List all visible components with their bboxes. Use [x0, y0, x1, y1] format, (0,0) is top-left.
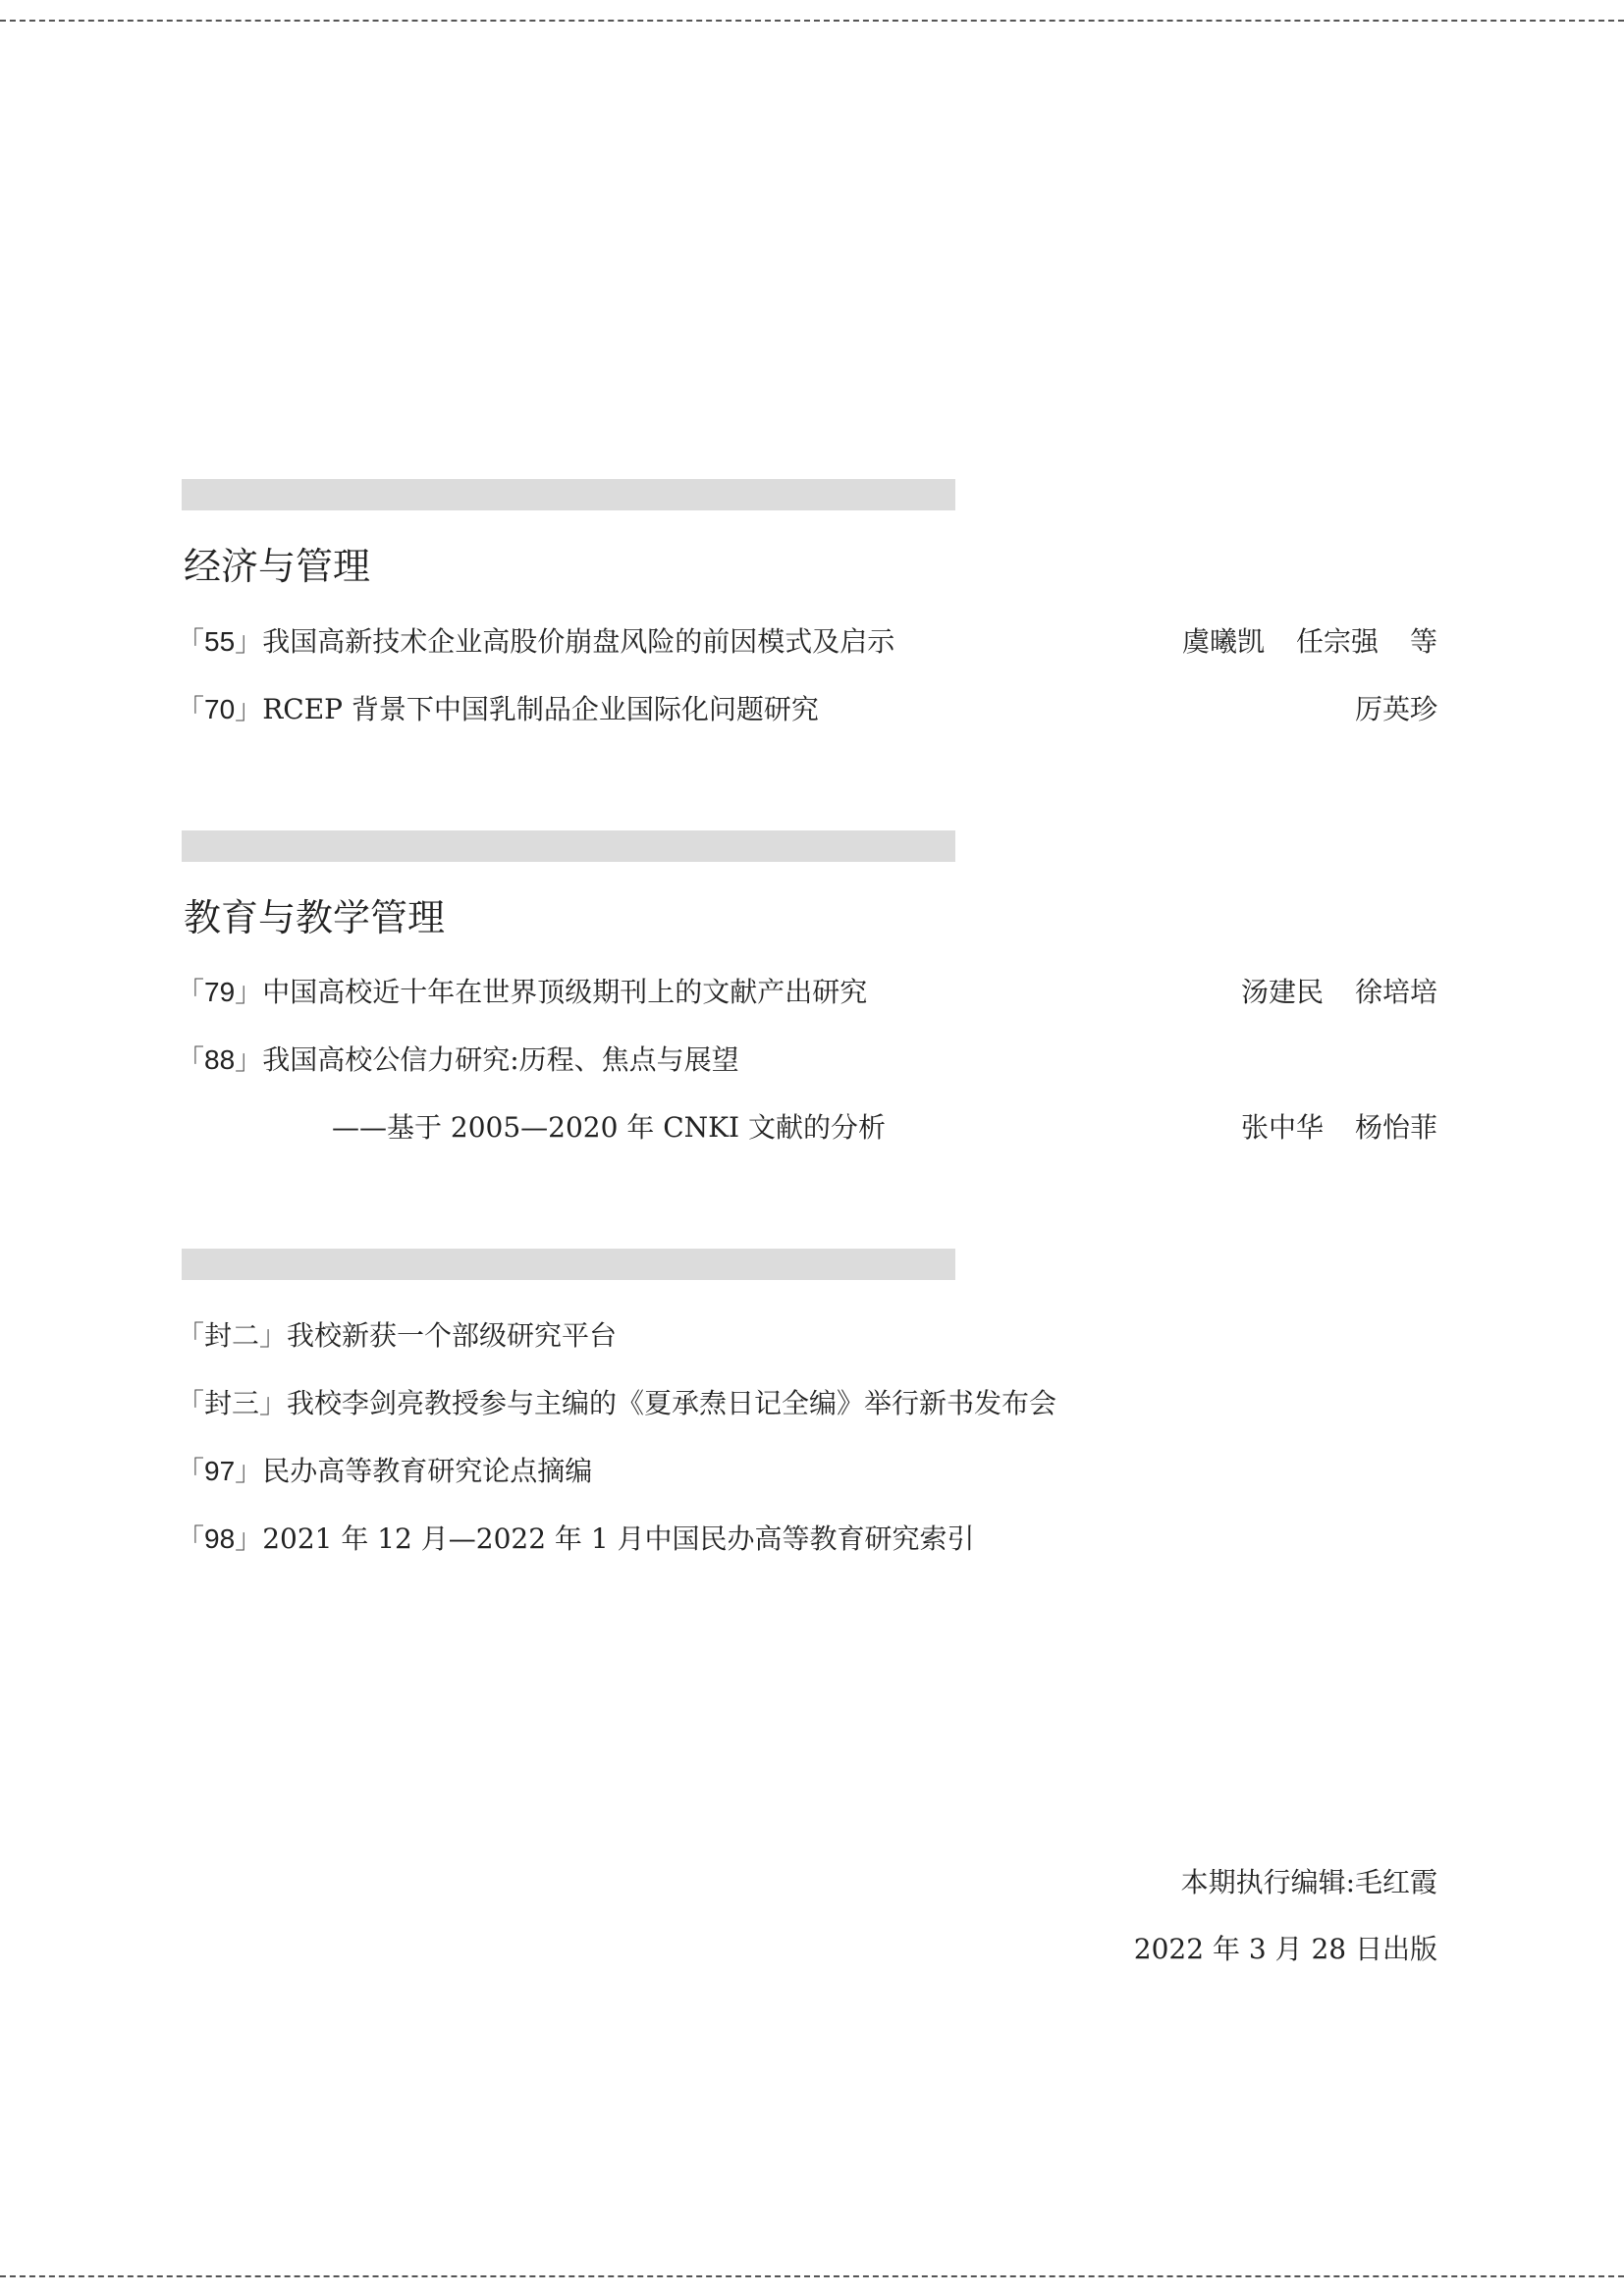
page-number: 70	[204, 694, 236, 724]
toc-entry[interactable]: 「55」我国高新技术企业高股价崩盘风险的前因模式及启示	[177, 625, 895, 658]
page-number: 79	[204, 977, 236, 1007]
section-bar	[182, 1249, 955, 1280]
bottom-dashed-border	[0, 2275, 1624, 2277]
entry-title: RCEP 背景下中国乳制品企业国际化问题研究	[262, 693, 819, 725]
author: 徐培培	[1354, 976, 1437, 1008]
toc-entry[interactable]: 「70」RCEP 背景下中国乳制品企业国际化问题研究	[177, 693, 819, 725]
entry-title: 我国高新技术企业高股价崩盘风险的前因模式及启示	[262, 625, 895, 658]
publication-date: 2022 年 3 月 28 日出版	[1133, 1933, 1437, 1965]
author: 等	[1409, 625, 1437, 658]
toc-entry[interactable]: 「封三」我校李剑亮教授参与主编的《夏承焘日记全编》举行新书发布会	[177, 1387, 1057, 1419]
page-number: 98	[204, 1523, 236, 1554]
toc-entry[interactable]: 「88」我国高校公信力研究:历程、焦点与展望	[177, 1043, 739, 1076]
top-dashed-border	[0, 20, 1624, 22]
entry-title: 民办高等教育研究论点摘编	[262, 1455, 593, 1487]
author: 汤建民	[1240, 976, 1324, 1008]
page-number: 封二	[204, 1319, 260, 1352]
toc-entry[interactable]: 「封二」我校新获一个部级研究平台	[177, 1319, 618, 1352]
entry-authors	[1355, 692, 1437, 727]
entry-title: 中国高校近十年在世界顶级期刊上的文献产出研究	[262, 976, 868, 1008]
toc-entry[interactable]: 「79」中国高校近十年在世界顶级期刊上的文献产出研究	[177, 976, 868, 1008]
entry-title: 我校新获一个部级研究平台	[287, 1319, 618, 1352]
entry-title: 我校李剑亮教授参与主编的《夏承焘日记全编》举行新书发布会	[287, 1387, 1057, 1419]
toc-entry[interactable]: 「97」民办高等教育研究论点摘编	[177, 1455, 593, 1487]
section-bar	[182, 479, 955, 510]
toc-entry[interactable]: 「98」2021 年 12 月—2022 年 1 月中国民办高等教育研究索引	[177, 1522, 975, 1555]
author: 杨怡菲	[1354, 1111, 1437, 1144]
author: 任宗强	[1295, 625, 1379, 658]
entry-title: 2021 年 12 月—2022 年 1 月中国民办高等教育研究索引	[262, 1522, 975, 1555]
entry-authors	[1241, 1110, 1437, 1146]
section-title-education: 教育与教学管理	[184, 896, 446, 939]
page-number: 88	[204, 1044, 236, 1075]
page-number: 97	[204, 1456, 236, 1486]
section-title-economics: 经济与管理	[184, 545, 371, 588]
page-number: 封三	[204, 1387, 260, 1419]
section-bar	[182, 830, 955, 862]
entry-authors	[1241, 975, 1437, 1010]
author: 厉英珍	[1354, 693, 1437, 725]
author: 张中华	[1240, 1111, 1324, 1144]
page-number: 55	[204, 626, 236, 657]
author: 虞曦凯	[1181, 625, 1265, 658]
entry-authors	[1182, 624, 1437, 660]
entry-subtitle: ——基于 2005—2020 年 CNKI 文献的分析	[332, 1111, 887, 1144]
executive-editor: 本期执行编辑:毛红霞	[1180, 1866, 1437, 1898]
entry-title: 我国高校公信力研究:历程、焦点与展望	[262, 1043, 739, 1076]
